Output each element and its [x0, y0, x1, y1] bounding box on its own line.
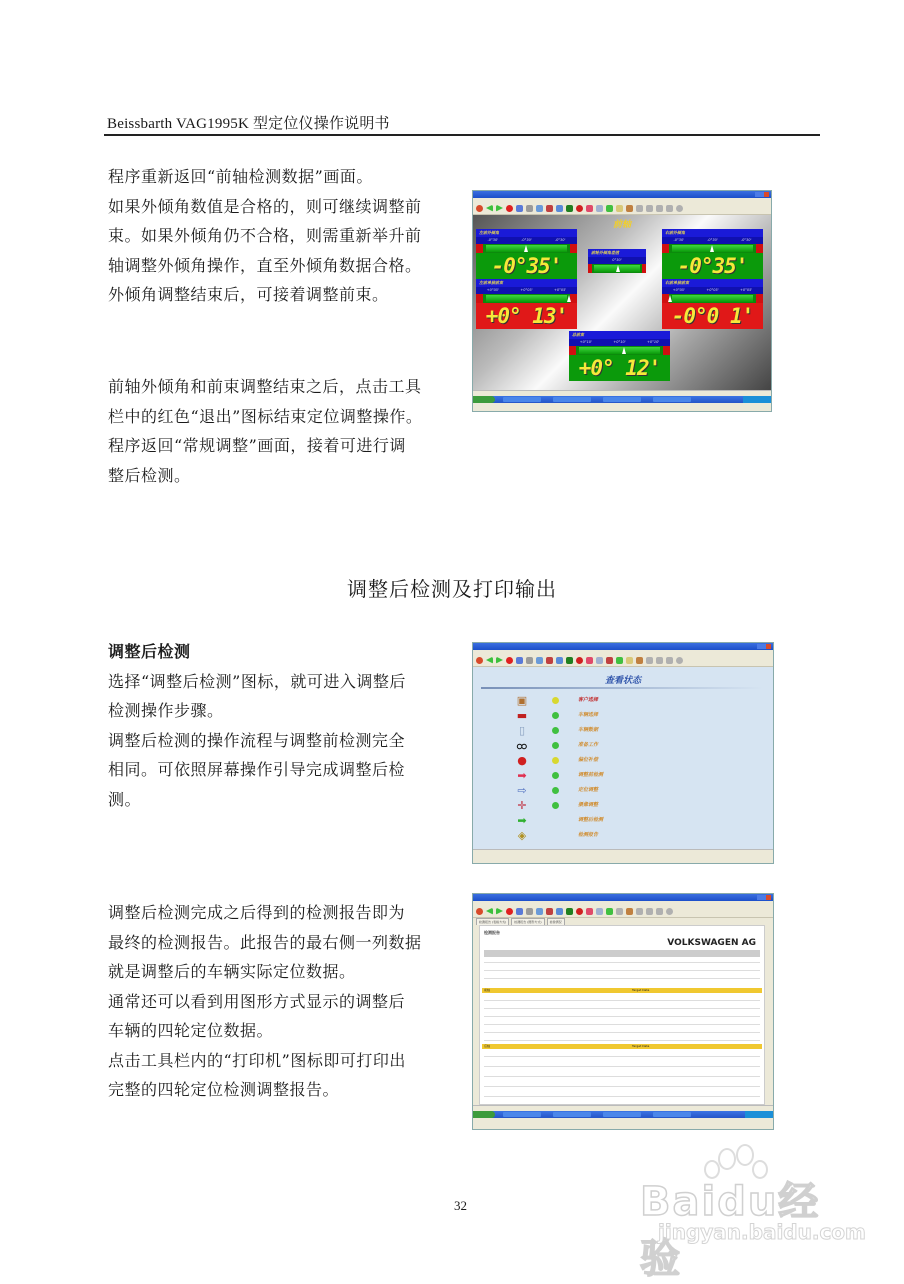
- ref-value: +0°05': [706, 288, 719, 292]
- watermark-url: jingyan.baidu.com: [658, 1220, 866, 1244]
- tolerance-bar: [569, 346, 670, 355]
- panel-value: -0°0 1': [662, 303, 763, 329]
- report-document: [479, 925, 765, 1105]
- ref-value: +0°05': [553, 288, 567, 292]
- window-controls: [757, 644, 771, 649]
- brand-logo-text: VOLKSWAGEN AG: [667, 938, 756, 948]
- text-line: 外倾角调整结束后，可接着调整前束。: [108, 285, 389, 304]
- report-row: [484, 1000, 760, 1001]
- paragraph-post-check: [108, 637, 453, 814]
- page-header-title: Beissbarth VAG1995K 型定位仪操作说明书: [107, 116, 390, 132]
- tab-graphic-report[interactable]: 检测报告 (图形方式): [511, 918, 544, 925]
- tool-icon: [536, 205, 543, 212]
- ref-value: -0°30': [707, 238, 718, 242]
- marker-icon: [524, 245, 528, 252]
- status-dot: [552, 772, 559, 779]
- marker-icon: [616, 265, 620, 272]
- tool-icon: [536, 657, 543, 664]
- wheel-icon: ထ: [516, 739, 528, 752]
- toolbar: [473, 654, 773, 667]
- paragraph-camber-check: [108, 162, 453, 310]
- tool-icon: [676, 205, 683, 212]
- exit-icon: [506, 657, 513, 664]
- tab-table-report[interactable]: 检测报告 (表格方式): [476, 918, 509, 925]
- status-row[interactable]: [515, 768, 715, 784]
- cross-icon: ✛: [517, 799, 527, 812]
- title-divider: [481, 687, 763, 689]
- windows-taskbar: [473, 396, 771, 403]
- ref-value: 0°30': [612, 258, 622, 262]
- tool-icon: [646, 657, 653, 664]
- tool-icon: [556, 205, 563, 212]
- status-row[interactable]: [515, 828, 715, 844]
- step-label: 摄像调整: [578, 802, 599, 808]
- text-line: 调整后检测完成之后得到的检测报告即为: [108, 903, 406, 922]
- tool-icon: [666, 908, 673, 915]
- step-label: 准备工作: [578, 742, 599, 748]
- customer-icon: ▣: [516, 694, 528, 707]
- text-line: 轴调整外倾角操作，直至外倾角数据合格。: [108, 255, 422, 275]
- taskbar-item: [503, 1112, 541, 1117]
- report-row: [484, 1066, 760, 1067]
- status-dot: [552, 697, 559, 704]
- ref-value: -0°30': [521, 238, 532, 242]
- status-bar: [473, 849, 773, 855]
- panel-label: 左前单独前束: [476, 279, 577, 287]
- tool-icon: [516, 205, 523, 212]
- panel-camber-diff: [588, 249, 646, 273]
- front-axle-view: [473, 215, 771, 390]
- ref-value: +0°10': [579, 340, 592, 344]
- ref-value: +0°05': [520, 288, 533, 292]
- screenshot-status-view: [472, 642, 774, 864]
- rear-axle-label: 后轴: [484, 1044, 491, 1048]
- arrow-icon: [586, 657, 593, 664]
- ref-value: +0°05': [486, 288, 499, 292]
- tool-icon: [556, 908, 563, 915]
- text-line: 就是调整后的车辆实际定位数据。: [108, 962, 356, 981]
- panel-value: +0° 13': [476, 303, 577, 329]
- exit-icon: [506, 205, 513, 212]
- text-line: 程序重新返回“前轴检测数据”画面。: [108, 167, 373, 186]
- paragraph-final-report: [108, 898, 453, 1105]
- paw-icon: [736, 1144, 754, 1166]
- refresh-icon: [476, 908, 483, 915]
- window-titlebar: [473, 643, 773, 650]
- forward-icon: [496, 908, 503, 915]
- status-dot: [552, 742, 559, 749]
- panel-refs: [662, 237, 763, 244]
- arrow-icon: [586, 205, 593, 212]
- car-icon: [546, 908, 553, 915]
- panel-refs: [662, 287, 763, 294]
- text-line: 完整的四轮定位检测调整报告。: [108, 1080, 340, 1099]
- report-row: [484, 1040, 760, 1041]
- diamond-icon: [626, 657, 633, 664]
- status-row[interactable]: [515, 738, 715, 754]
- report-row: [484, 1008, 760, 1009]
- toolbar: [473, 905, 773, 918]
- ref-value: -0°30': [740, 238, 752, 242]
- status-title: 查看状态: [604, 676, 641, 686]
- tomato-icon: ●: [517, 754, 527, 767]
- report-title: 检测报告: [484, 930, 500, 935]
- tool-icon: [526, 657, 533, 664]
- toolbar: [473, 202, 771, 215]
- window-titlebar: [473, 894, 773, 901]
- adjust-arrow-icon: ⇨: [517, 784, 527, 797]
- marker-icon: [668, 295, 672, 302]
- tool-icon: [656, 908, 663, 915]
- tool-icon: [656, 657, 663, 664]
- panel-refs: [588, 257, 646, 264]
- screenshot-front-axle: [472, 190, 772, 412]
- text-line: 选择“调整后检测”图标，就可进入调整后: [108, 671, 406, 691]
- arrow-icon: [606, 205, 613, 212]
- tab-inspection[interactable]: 检验情况: [547, 918, 565, 925]
- step-label: 客户选择: [578, 697, 599, 703]
- ref-value: +0°05': [672, 288, 685, 292]
- status-dot: [552, 712, 559, 719]
- tomato-icon: [576, 908, 583, 915]
- header-divider: [104, 134, 820, 136]
- tomato-icon: [576, 205, 583, 212]
- ref-value: -0°30': [673, 238, 685, 242]
- panel-value: -0°35': [662, 253, 763, 279]
- report-row: [484, 1096, 760, 1097]
- tool-icon: [666, 205, 673, 212]
- tool-icon: [666, 657, 673, 664]
- car-icon: [546, 205, 553, 212]
- panel-label: 右前外倾角: [662, 229, 763, 237]
- status-dot: [552, 757, 559, 764]
- report-row: [484, 962, 760, 963]
- front-axle-label: 前轴: [484, 988, 491, 992]
- paw-icon: [718, 1148, 736, 1170]
- arrow-icon: [596, 908, 603, 915]
- text-line: 程序返回“常规调整”画面，接着可进行调: [108, 436, 406, 455]
- car-icon: [546, 657, 553, 664]
- taskbar-item: [553, 397, 591, 402]
- text-line: 栏中的红色“退出”图标结束定位调整操作。: [108, 406, 423, 426]
- refresh-icon: [476, 205, 483, 212]
- panel-refs: [569, 339, 670, 346]
- tool-icon: [566, 908, 573, 915]
- tolerance-bar: [476, 294, 577, 303]
- panel-right-toe: [662, 279, 763, 329]
- arrow-icon: [606, 908, 613, 915]
- watermark-brand: Baidu经验: [640, 1179, 821, 1282]
- refresh-icon: [476, 657, 483, 664]
- tool-icon: [556, 657, 563, 664]
- tool-icon: [516, 908, 523, 915]
- step-label: 定位调整: [578, 787, 599, 793]
- text-line: 相同。可依照屏幕操作引导完成调整后检: [108, 760, 406, 779]
- arrow-icon: [586, 908, 593, 915]
- step-label: 偏位补偿: [578, 757, 599, 763]
- tool-icon: [636, 205, 643, 212]
- status-row[interactable]: [515, 723, 715, 739]
- status-row[interactable]: [515, 798, 715, 814]
- taskbar-item: [553, 1112, 591, 1117]
- status-dot: [552, 727, 559, 734]
- panel-label: 前轮外倾角差值: [588, 249, 646, 257]
- tool-icon: [566, 657, 573, 664]
- red-arrow-icon: ➡: [517, 769, 527, 782]
- text-line: 如果外倾角数值是合格的，则可继续调整前: [108, 196, 422, 216]
- rear-axle-header: [482, 1044, 762, 1049]
- panel-left-camber: [476, 229, 577, 279]
- forward-icon: [496, 205, 503, 212]
- ref-value: -0°30': [554, 238, 566, 242]
- report-row: [484, 978, 760, 979]
- back-icon: [486, 908, 493, 915]
- status-dot: [552, 802, 559, 809]
- status-view: [473, 667, 773, 849]
- report-icon: ◈: [517, 829, 527, 842]
- page-number: 32: [454, 1198, 467, 1213]
- taskbar-item: [503, 397, 541, 402]
- panel-label: 右前单独前束: [662, 279, 763, 287]
- report-tabs: [473, 918, 773, 925]
- tolerance-bar: [662, 294, 763, 303]
- taskbar-item: [653, 1112, 691, 1117]
- status-dot: [552, 787, 559, 794]
- marker-icon: [622, 347, 626, 354]
- ref-value: +0°10': [613, 340, 626, 344]
- back-icon: [486, 657, 493, 664]
- system-tray: [743, 396, 771, 403]
- paragraph-exit-adjustment: [108, 372, 453, 490]
- tool-icon: [516, 657, 523, 664]
- arrow-icon: [596, 657, 603, 664]
- panel-value: -0°35': [476, 253, 577, 279]
- tool-icon: [526, 908, 533, 915]
- back-icon: [486, 205, 493, 212]
- panel-total-toe: [569, 331, 670, 381]
- printer-icon: [626, 205, 633, 212]
- status-row[interactable]: [515, 693, 715, 709]
- status-row[interactable]: [515, 753, 715, 769]
- text-line: 前轴外倾角和前束调整结束之后，点击工具: [108, 377, 422, 396]
- tool-icon: [676, 657, 683, 664]
- ref-value: -0°30': [487, 238, 499, 242]
- report-row: [484, 1032, 760, 1033]
- text-line: 束。如果外倾角仍不合格，则需重新举升前: [108, 226, 422, 245]
- text-line: 车辆的四轮定位数据。: [108, 1021, 274, 1040]
- panel-right-camber: [662, 229, 763, 279]
- step-label: 检测报告: [578, 832, 599, 838]
- tool-icon: [536, 908, 543, 915]
- green-arrow-icon: ➡: [517, 814, 527, 827]
- status-row[interactable]: [515, 783, 715, 799]
- diamond-icon: [616, 205, 623, 212]
- start-button: [473, 396, 495, 403]
- taskbar-item: [603, 1112, 641, 1117]
- step-label: 调整后检测: [578, 817, 604, 823]
- exit-icon: [506, 908, 513, 915]
- report-row: [484, 1024, 760, 1025]
- taskbar-item: [653, 397, 691, 402]
- text-line: 检测操作步骤。: [108, 701, 224, 720]
- text-line: 通常还可以看到用图形方式显示的调整后: [108, 991, 406, 1011]
- tool-icon: [646, 908, 653, 915]
- printer-icon: [636, 657, 643, 664]
- system-tray: [745, 1111, 773, 1118]
- cross-icon: [606, 657, 613, 664]
- forward-icon: [496, 657, 503, 664]
- tool-icon: [646, 205, 653, 212]
- text-line: 最终的检测报告。此报告的最右侧一列数据: [108, 932, 422, 952]
- arrow-icon: [596, 205, 603, 212]
- baidu-watermark: [640, 1148, 866, 1282]
- arrow-icon: [616, 657, 623, 664]
- report-row: [484, 1086, 760, 1087]
- subsection-title: 调整后检测: [108, 642, 191, 661]
- ref-value: +0°10': [646, 340, 660, 344]
- report-header-band: [484, 950, 760, 957]
- panel-refs: [476, 237, 577, 244]
- panel-label: 左前外倾角: [476, 229, 577, 237]
- section-title: 调整后检测及打印输出: [347, 577, 557, 601]
- panel-refs: [476, 287, 577, 294]
- panel-label: 总前束: [569, 331, 670, 339]
- report-row: [484, 1056, 760, 1057]
- tomato-icon: [576, 657, 583, 664]
- tolerance-bar: [588, 264, 646, 273]
- marker-icon: [710, 245, 714, 252]
- window-controls: [755, 192, 769, 197]
- status-row[interactable]: [515, 813, 715, 829]
- axle-title: 前轴: [612, 220, 631, 230]
- window-titlebar: [473, 191, 771, 198]
- taskbar-item: [603, 397, 641, 402]
- marker-icon: [567, 295, 571, 302]
- step-label: 车辆数据: [578, 727, 599, 733]
- target-data-label: Target Data: [632, 1044, 650, 1048]
- tolerance-bar: [662, 244, 763, 253]
- tool-icon: [636, 908, 643, 915]
- tool-icon: [566, 205, 573, 212]
- windows-taskbar: [473, 1111, 773, 1118]
- report-row: [484, 970, 760, 971]
- text-line: 整后检测。: [108, 465, 191, 485]
- screenshot-report-view: [472, 893, 774, 1130]
- tool-icon: [526, 205, 533, 212]
- printer-icon[interactable]: [626, 908, 633, 915]
- step-label: 调整前检测: [578, 772, 604, 778]
- panel-value: +0° 12': [569, 355, 670, 381]
- text-line: 点击工具栏内的“打印机”图标即可打印出: [108, 1050, 406, 1070]
- status-row[interactable]: [515, 708, 715, 724]
- text-line: 调整后检测的操作流程与调整前检测完全: [108, 730, 406, 750]
- panel-left-toe: [476, 279, 577, 329]
- car-icon: ▬: [516, 709, 528, 722]
- tool-icon: [616, 908, 623, 915]
- start-button: [473, 1111, 495, 1118]
- target-data-label: Target Data: [632, 988, 650, 992]
- clipboard-icon: ▯: [518, 724, 526, 737]
- report-row: [484, 1016, 760, 1017]
- tolerance-bar: [476, 244, 577, 253]
- window-controls: [757, 895, 771, 900]
- text-line: 测。: [108, 789, 142, 809]
- step-label: 车辆选择: [578, 712, 599, 718]
- tool-icon: [656, 205, 663, 212]
- front-axle-header: [482, 988, 762, 993]
- ref-value: +0°05': [739, 288, 753, 292]
- report-row: [484, 1076, 760, 1077]
